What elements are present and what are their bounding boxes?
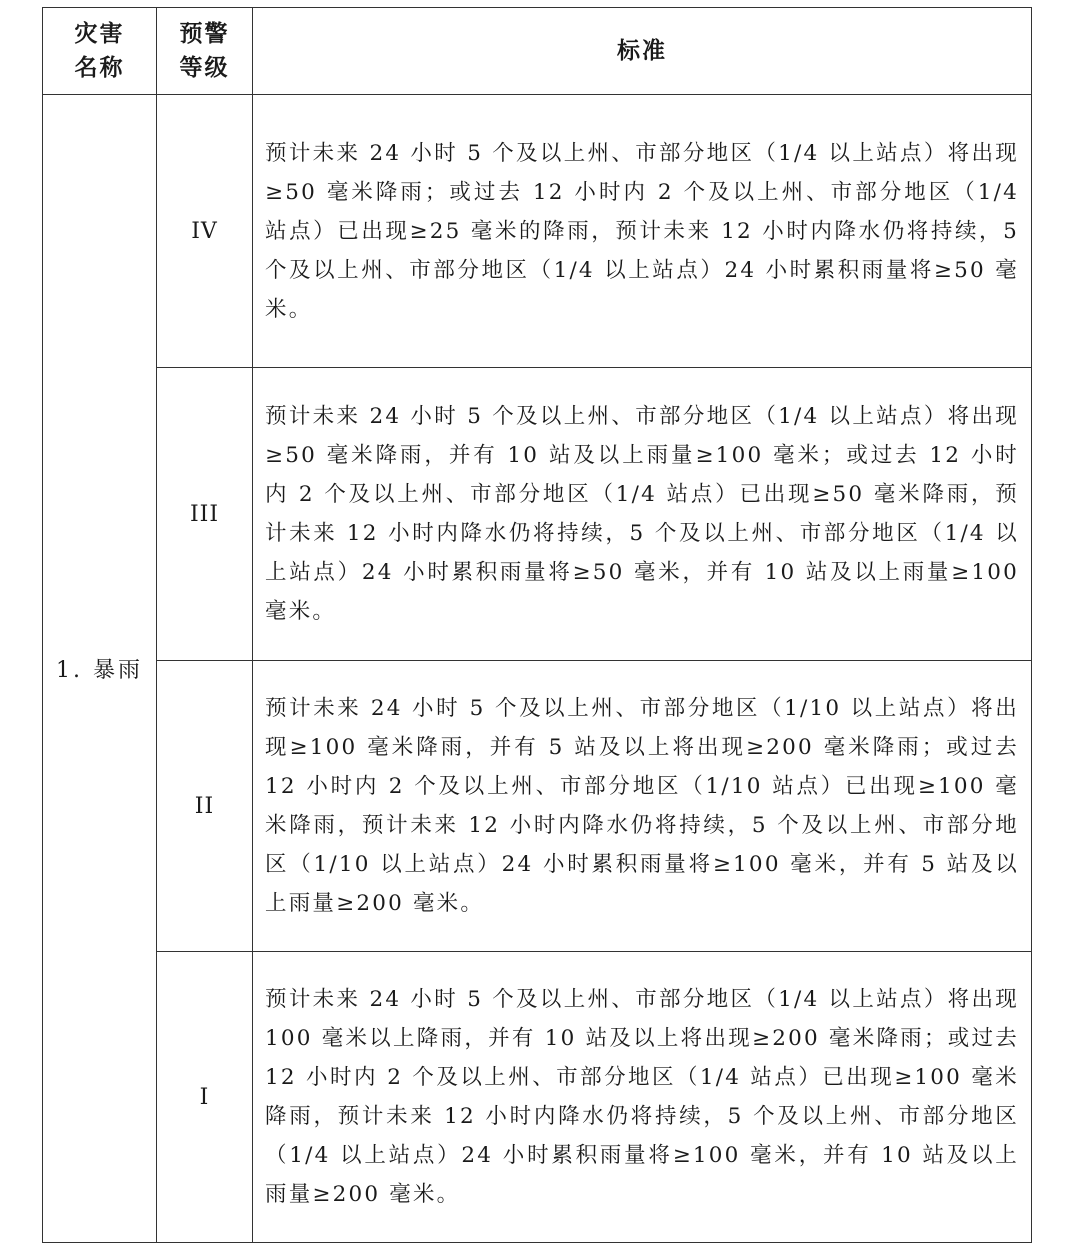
header-warning-level-line2: 等级 (179, 55, 230, 81)
table-row (43, 368, 1032, 661)
warning-level-cell: I (157, 952, 253, 1243)
warning-level-cell: IV (157, 95, 253, 368)
table-header-row (43, 8, 1032, 95)
warning-level-cell: II (157, 661, 253, 952)
header-disaster-name-line2: 名称 (74, 55, 125, 81)
header-standard: 标准 (253, 8, 1032, 95)
warning-standards-table (42, 7, 1032, 1243)
header-disaster-name (43, 8, 157, 95)
table-row (43, 661, 1032, 952)
header-warning-level-line1: 预警 (179, 21, 230, 47)
standard-cell: 预计未来 24 小时 5 个及以上州、市部分地区（1/4 以上站点）将出现≥50 毫米降雨，并有 10 站及以上雨量≥100 毫米；或过去 12 小时内 2 个及以上州、市部分地区（1/4 站点）已出现≥50 毫米降雨，预计未来 12 小时内降水仍将持续，5 个及以上州、市部分地区（1/4 以上站点）24 小时累积雨量将≥50 毫米，并有 10 站及以上雨量≥100 毫米。 (253, 368, 1032, 661)
table-row (43, 952, 1032, 1243)
header-warning-level (157, 8, 253, 95)
standard-cell: 预计未来 24 小时 5 个及以上州、市部分地区（1/10 以上站点）将出现≥100 毫米降雨，并有 5 站及以上将出现≥200 毫米降雨；或过去 12 小时内 2 个及以上州、市部分地区（1/10 站点）已出现≥100 毫米降雨，预计未来 12 小时内降水仍将持续，5 个及以上州、市部分地区（1/10 以上站点）24 小时累积雨量将≥100 毫米，并有 5 站及以上雨量≥200 毫米。 (253, 661, 1032, 952)
disaster-name-cell: 1. 暴雨 (43, 95, 157, 1243)
header-disaster-name-line1: 灾害 (74, 21, 125, 47)
standard-cell: 预计未来 24 小时 5 个及以上州、市部分地区（1/4 以上站点）将出现 100 毫米以上降雨，并有 10 站及以上将出现≥200 毫米降雨；或过去 12 小时内 2 个及以上州、市部分地区（1/4 站点）已出现≥100 毫米降雨，预计未来 12 小时内降水仍将持续，5 个及以上州、市部分地区（1/4 以上站点）24 小时累积雨量将≥100 毫米，并有 10 站及以上雨量≥200 毫米。 (253, 952, 1032, 1243)
table-row (43, 95, 1032, 368)
warning-level-cell: III (157, 368, 253, 661)
standard-cell: 预计未来 24 小时 5 个及以上州、市部分地区（1/4 以上站点）将出现≥50 毫米降雨；或过去 12 小时内 2 个及以上州、市部分地区（1/4 站点）已出现≥25 毫米的降雨，预计未来 12 小时内降水仍将持续，5 个及以上州、市部分地区（1/4 以上站点）24 小时累积雨量将≥50 毫米。 (253, 95, 1032, 368)
